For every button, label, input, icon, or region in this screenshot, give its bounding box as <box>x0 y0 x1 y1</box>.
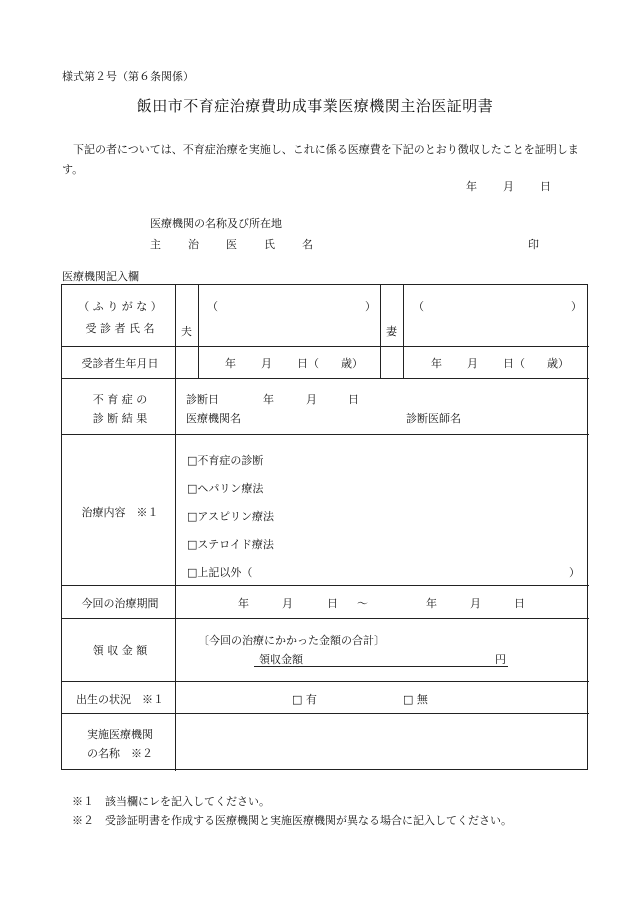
diagnosis-label-1: 不 育 症 の <box>92 393 148 406</box>
facility-label-1: 実施医療機関 <box>87 728 153 741</box>
treatment-other-close: ） <box>569 566 580 579</box>
furigana-label: （ ふ り が な ） <box>78 300 162 313</box>
diagnosis-label-2: 診 断 結 果 <box>92 412 148 425</box>
amount-field-label: 領収金額 <box>259 653 303 666</box>
diagnosis-institution-label: 医療機関名 <box>186 412 241 425</box>
wife-birth-year: 年 <box>431 357 442 370</box>
amount-unit: 円 <box>495 653 506 666</box>
wife-birth-month: 月 <box>467 357 478 370</box>
wife-label: 妻 <box>386 325 397 338</box>
birthdate-label: 受診者生年月日 <box>81 357 159 370</box>
wife-furigana-close: ） <box>571 300 582 313</box>
husband-birth-month: 月 <box>261 357 272 370</box>
amount-label: 領 収 金 額 <box>92 644 148 657</box>
amount-underline <box>254 666 508 667</box>
intro-text: 下記の者については、不育症治療を実施し、これに係る医療費を下記のとおり徴収したことを証明します。 <box>62 143 579 176</box>
section-label: 医療機関記入欄 <box>62 270 139 283</box>
treatment-option-heparin[interactable]: □ヘパリン療法 <box>187 482 264 495</box>
date-month: 月 <box>503 180 514 193</box>
period-start-year: 年 <box>238 597 249 610</box>
treatment-option-aspirin[interactable]: □アスピリン療法 <box>187 510 274 523</box>
amount-note: 〔今回の治療にかかった金額の合計〕 <box>198 634 385 647</box>
form-number: 様式第２号（第６条関係） <box>62 70 194 83</box>
diagnosis-doctor-label: 診断医師名 <box>406 412 461 425</box>
treatment-option-other[interactable]: □上記以外（ <box>187 566 253 579</box>
diagnosis-day: 日 <box>348 393 359 406</box>
period-end-month: 月 <box>470 597 481 610</box>
husband-furigana-close: ） <box>365 300 376 313</box>
husband-birth-year: 年 <box>225 357 236 370</box>
diagnosis-year: 年 <box>263 393 274 406</box>
doctor-char: 氏 <box>264 238 275 251</box>
diagnosis-date-label: 診断日 <box>186 393 219 406</box>
facility-label-2: の名称 ※２ <box>87 747 153 760</box>
footnotes <box>72 792 592 830</box>
doctor-name-label <box>150 236 322 252</box>
page-title: 飯田市不育症治療費助成事業医療機関主治医証明書 <box>136 97 494 115</box>
treatment-period-label: 今回の治療期間 <box>81 597 159 610</box>
period-tilde: 〜 <box>357 597 368 610</box>
treatment-label: 治療内容 ※１ <box>81 506 159 519</box>
date-year: 年 <box>466 180 477 193</box>
diagnosis-month: 月 <box>306 393 317 406</box>
period-start-day: 日 <box>327 597 338 610</box>
patient-name-label: 受 診 者 氏 名 <box>85 322 155 335</box>
husband-birth-day: 日（ <box>297 357 319 370</box>
wife-birth-age: 歳） <box>547 357 569 370</box>
certificate-table <box>61 284 588 770</box>
footnote-2: ※２ 受診証明書を作成する医療機関と実施医療機関が異なる場合に記入してください。 <box>72 814 512 827</box>
seal-mark: 印 <box>528 238 539 251</box>
treatment-option-steroid[interactable]: □ステロイド療法 <box>187 538 274 551</box>
husband-birth-age: 歳） <box>341 357 363 370</box>
doctor-char: 名 <box>302 238 313 251</box>
husband-furigana-open: （ <box>207 300 218 313</box>
date-day: 日 <box>540 180 551 193</box>
birth-status-yes[interactable]: □ 有 <box>292 693 317 706</box>
wife-furigana-open: （ <box>413 300 424 313</box>
birth-status-no[interactable]: □ 無 <box>403 693 428 706</box>
wife-birth-day: 日（ <box>503 357 525 370</box>
doctor-char: 医 <box>226 238 237 251</box>
birth-status-label: 出生の状況 ※１ <box>76 693 164 706</box>
husband-label: 夫 <box>181 325 192 338</box>
institution-address-label: 医療機関の名称及び所在地 <box>150 217 282 230</box>
period-end-year: 年 <box>426 597 437 610</box>
doctor-char: 治 <box>188 238 199 251</box>
footnote-1: ※１ 該当欄にレを記入してください。 <box>72 795 270 808</box>
treatment-option-diagnosis[interactable]: □不育症の診断 <box>187 454 264 467</box>
doctor-char: 主 <box>150 238 161 251</box>
period-start-month: 月 <box>282 597 293 610</box>
period-end-day: 日 <box>514 597 525 610</box>
